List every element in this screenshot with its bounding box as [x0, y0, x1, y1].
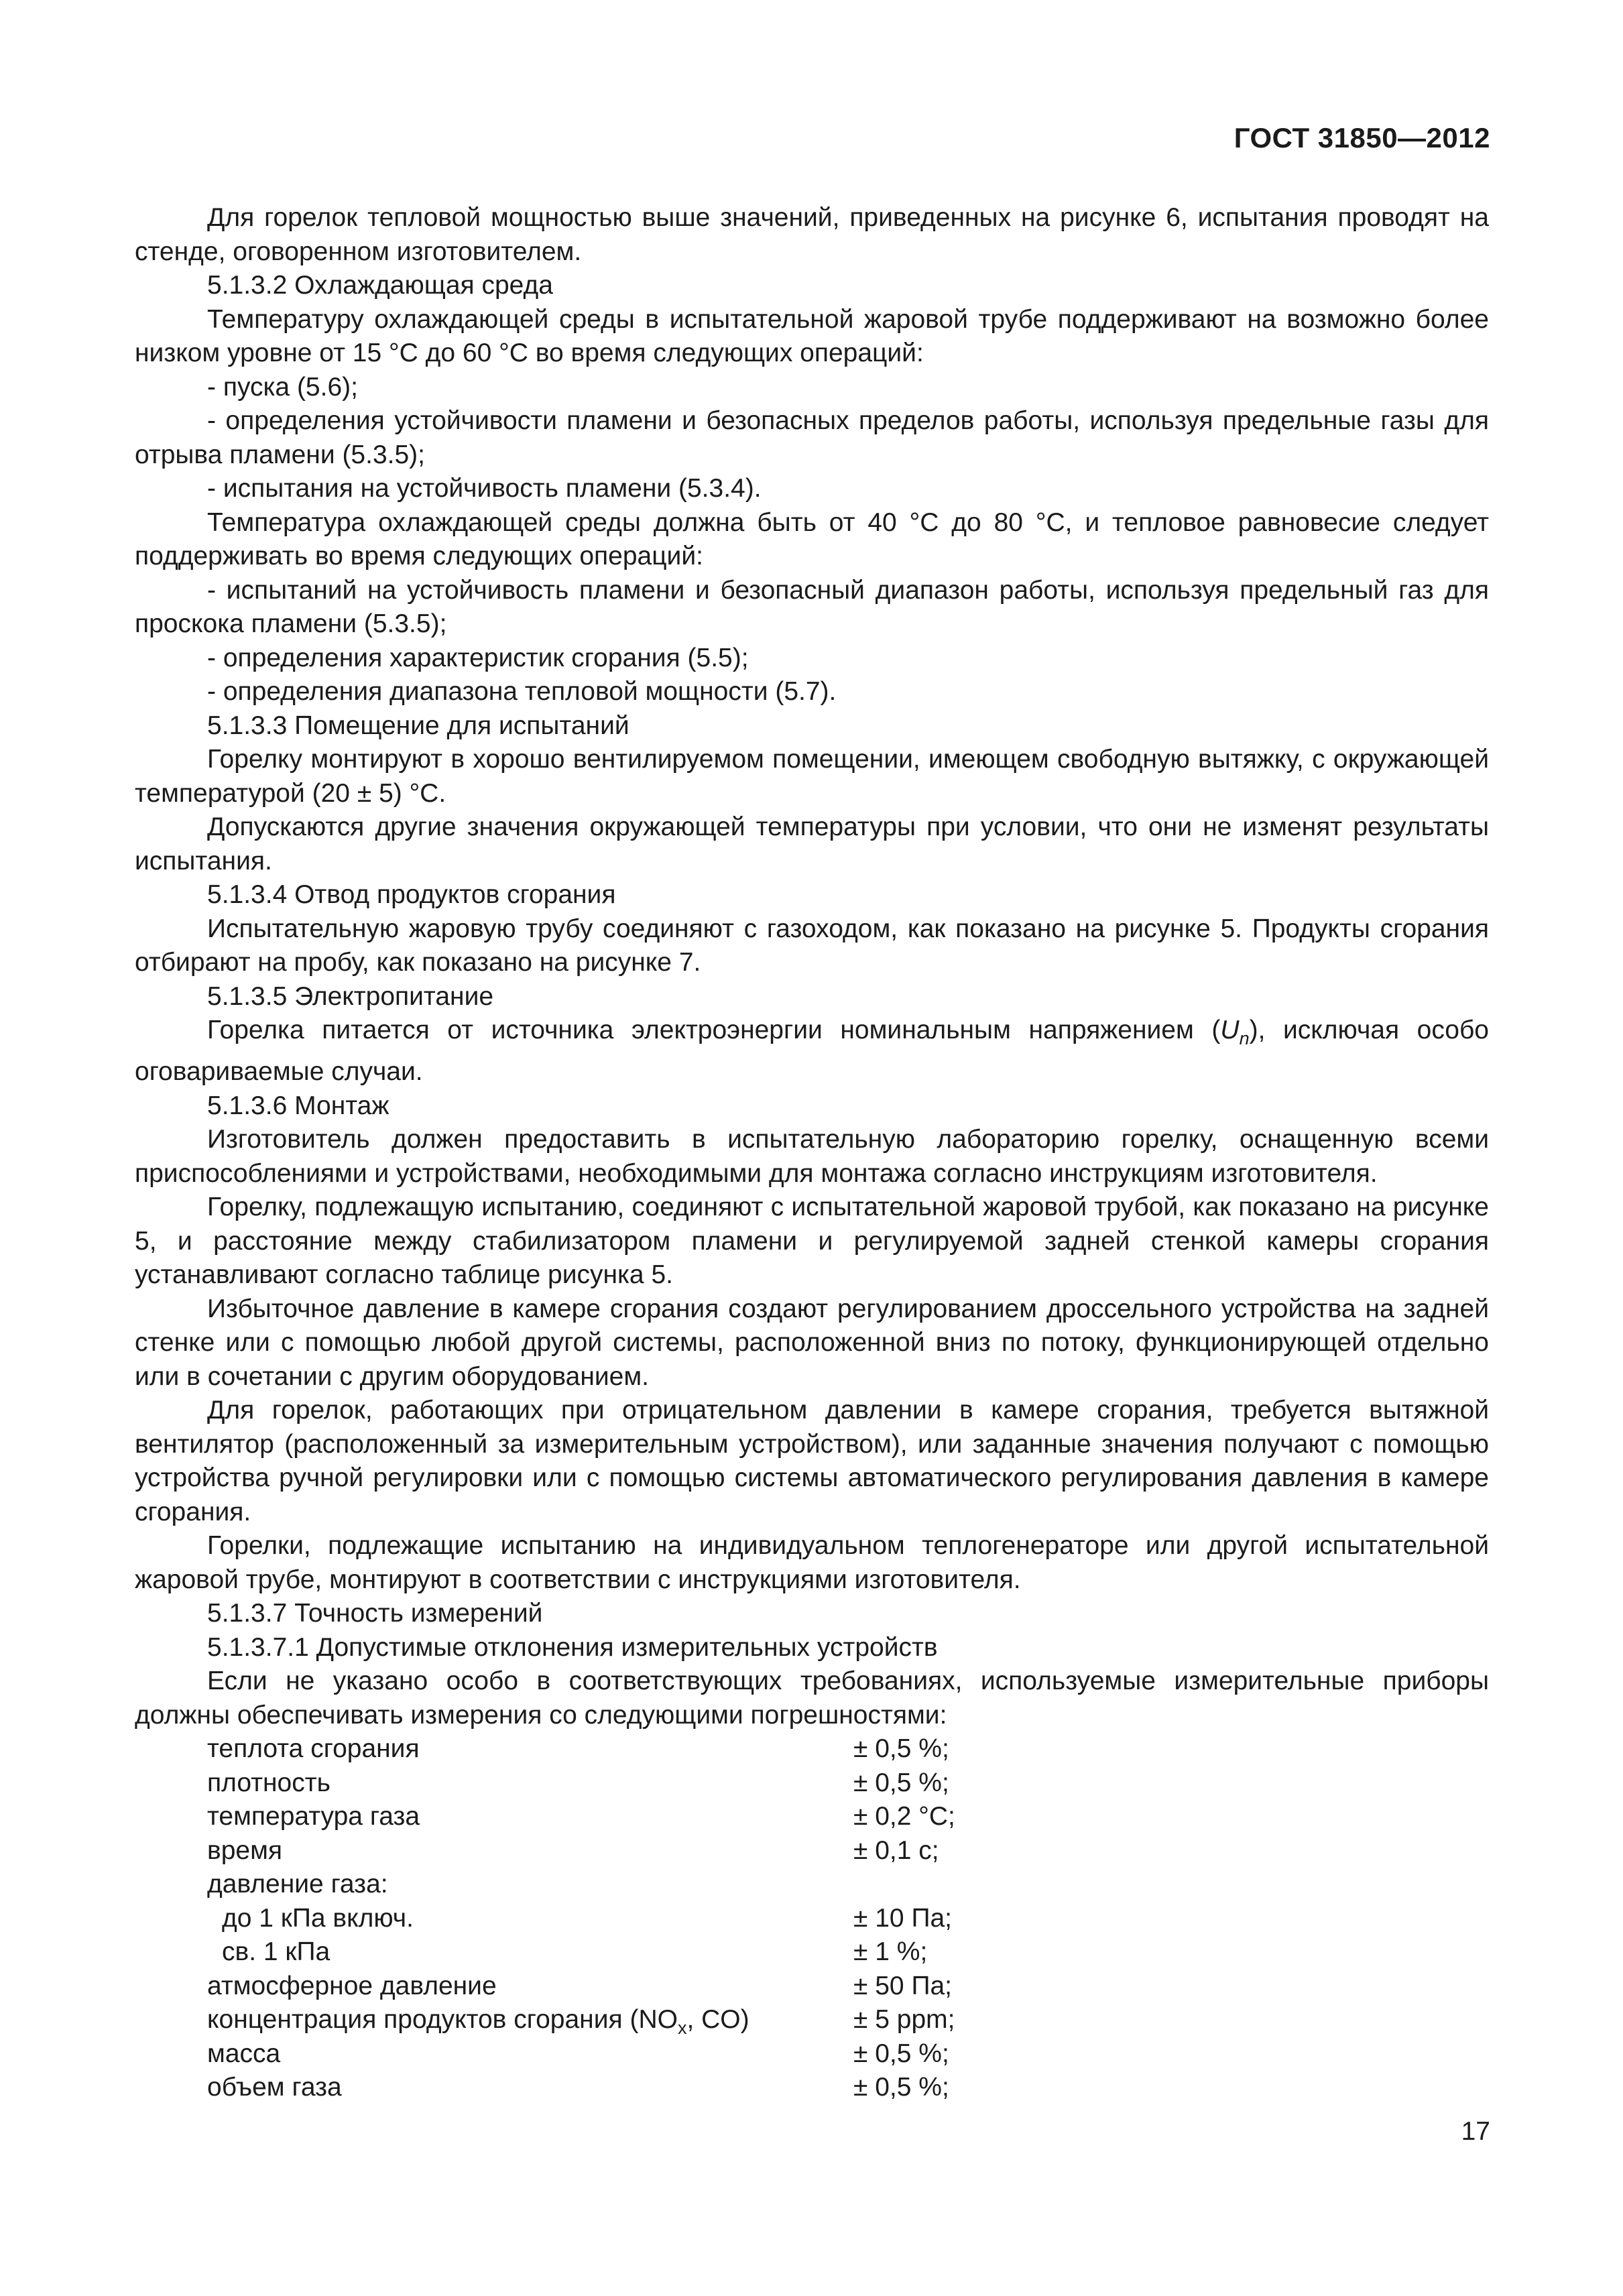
list-item: - испытаний на устойчивость пламени и безопасный диапазон работы, используя предельный газ для проскока пламени (5.3.5);: [135, 575, 1489, 638]
tolerance-name: давление газа:: [207, 1870, 388, 1899]
tolerance-row: [135, 2037, 1489, 2071]
text-segment: Горелка питается от источника электроэнергии номинальным напряжением (: [207, 1016, 1221, 1044]
tolerance-row: [135, 2071, 1489, 2105]
tolerance-row: [135, 1834, 1489, 1868]
tolerance-name: до 1 кПа включ.: [222, 1903, 414, 1933]
voltage-symbol: U: [1220, 1016, 1240, 1044]
paragraph: Горелки, подлежащие испытанию на индивидуальном теплогенераторе или другой испытательной жаровой трубе, монтируют в соответствии с инструкциями изготовителя.: [135, 1531, 1489, 1594]
power-supply-paragraph: [135, 1014, 1489, 1089]
tolerance-value: ± 0,5 %;: [853, 1734, 949, 1764]
page-number: 17: [1461, 2117, 1490, 2146]
paragraph: Горелку, подлежащую испытанию, соединяют с испытательной жаровой трубой, как показано на рисунке 5, и расстояние между стабилизатором пламени и регулируемой задней стенкой камеры сгорания устанавливают согласно таблице рисунка 5.: [135, 1193, 1489, 1290]
section-heading: 5.1.3.7.1 Допустимые отклонения измерительных устройств: [207, 1632, 938, 1662]
tolerance-value: ± 0,1 с;: [853, 1835, 939, 1865]
tolerance-value: ± 10 Па;: [853, 1903, 953, 1933]
text-segment: ), исключая особо оговариваемые случаи.: [135, 1016, 1490, 1087]
section-heading: 5.1.3.3 Помещение для испытаний: [207, 711, 629, 740]
document-body: [135, 201, 1489, 2105]
tolerance-name: св. 1 кПа: [222, 1937, 330, 1967]
paragraph: Испытательную жаровую трубу соединяют с газоходом, как показано на рисунке 5. Продукты сгорания отбирают на пробу, как показано на рисунке 7.: [135, 914, 1489, 977]
tolerance-row: [135, 1970, 1489, 2004]
paragraph: Если не указано особо в соответствующих требованиях, используемые измерительные приборы должны обеспечивать измерения со следующими погрешностями:: [135, 1667, 1489, 1730]
list-item: - пуска (5.6);: [207, 372, 358, 402]
paragraph: Допускаются другие значения окружающей температуры при условии, что они не изменят результаты испытания.: [135, 812, 1489, 875]
tolerance-name: температура газа: [207, 1802, 420, 1831]
list-item: - определения диапазона тепловой мощности (5.7).: [207, 677, 837, 706]
section-heading: 5.1.3.2 Охлаждающая среда: [207, 271, 553, 300]
tolerance-name-suffix: , CO): [686, 2005, 749, 2035]
section-heading: 5.1.3.5 Электропитание: [207, 981, 494, 1011]
tolerance-name: концентрация продуктов сгорания (NO: [207, 2005, 678, 2035]
tolerance-name: масса: [207, 2039, 281, 2068]
tolerance-name: плотность: [207, 1768, 330, 1797]
tolerance-name: объем газа: [207, 2073, 342, 2102]
document-header: ГОСТ 31850—2012: [1234, 122, 1490, 154]
paragraph: Температура охлаждающей среды должна быть от 40 °C до 80 °C, и тепловое равновесие следует поддерживать во время следующих операций:: [135, 507, 1489, 570]
paragraph: Для горелок, работающих при отрицательном давлении в камере сгорания, требуется вытяжной вентилятор (расположенный за измерительным устройством), или заданные значения получают с помощью устройства ручной регулировки или с помощью системы автоматического регулирования давления в камере сгорания.: [135, 1396, 1489, 1526]
tolerance-value: ± 0,5 %;: [853, 2039, 949, 2068]
tolerance-name: теплота сгорания: [207, 1734, 420, 1764]
tolerance-row: [135, 1902, 1489, 1936]
tolerance-value: ± 0,5 %;: [853, 1768, 949, 1797]
tolerance-row: [135, 1732, 1489, 1766]
tolerance-value: ± 0,5 %;: [853, 2073, 949, 2102]
list-item: - испытания на устойчивость пламени (5.3.4).: [207, 474, 762, 503]
tolerance-name: время: [207, 1835, 283, 1865]
tolerance-value: ± 5 ppm;: [853, 2005, 955, 2035]
section-heading: 5.1.3.6 Монтаж: [207, 1091, 389, 1120]
tolerance-row: [135, 1766, 1489, 1801]
list-item: - определения устойчивости пламени и безопасных пределов работы, используя предельные газы для отрыва пламени (5.3.5);: [135, 406, 1489, 469]
tolerance-value: ± 1 %;: [853, 1937, 928, 1967]
nox-subscript: x: [677, 2018, 687, 2039]
tolerance-value: ± 50 Па;: [853, 1971, 953, 2000]
paragraph: Изготовитель должен предоставить в испытательную лабораторию горелку, оснащенную всеми приспособлениями и устройствами, необходимыми для монтажа согласно инструкциям изготовителя.: [135, 1125, 1489, 1188]
tolerance-row: [135, 1868, 1489, 1902]
tolerance-row: [135, 1935, 1489, 1970]
paragraph: Для горелок тепловой мощностью выше значений, приведенных на рисунке 6, испытания проводят на стенде, оговоренном изготовителем.: [135, 203, 1489, 266]
section-heading: 5.1.3.7 Точность измерений: [207, 1599, 543, 1628]
paragraph: Избыточное давление в камере сгорания создают регулированием дроссельного устройства на задней стенке или с помощью любой другой системы, расположенной вниз по потоку, функционирующей отдельно или в сочетании с другим оборудованием.: [135, 1294, 1489, 1391]
tolerance-row: [135, 1800, 1489, 1834]
tolerance-name: атмосферное давление: [207, 1971, 497, 2000]
section-heading: 5.1.3.4 Отвод продуктов сгорания: [207, 880, 616, 909]
paragraph: Температуру охлаждающей среды в испытательной жаровой трубе поддерживают на возможно более низком уровне от 15 °C до 60 °C во время следующих операций:: [135, 304, 1489, 367]
voltage-subscript: n: [1239, 1028, 1250, 1048]
tolerance-value: ± 0,2 °C;: [853, 1802, 955, 1831]
tolerance-list: [135, 1732, 1489, 2105]
paragraph: Горелку монтируют в хорошо вентилируемом помещении, имеющем свободную вытяжку, с окружающей температурой (20 ± 5) °C.: [135, 745, 1489, 808]
tolerance-row: [135, 2003, 1489, 2037]
list-item: - определения характеристик сгорания (5.5);: [207, 643, 749, 672]
